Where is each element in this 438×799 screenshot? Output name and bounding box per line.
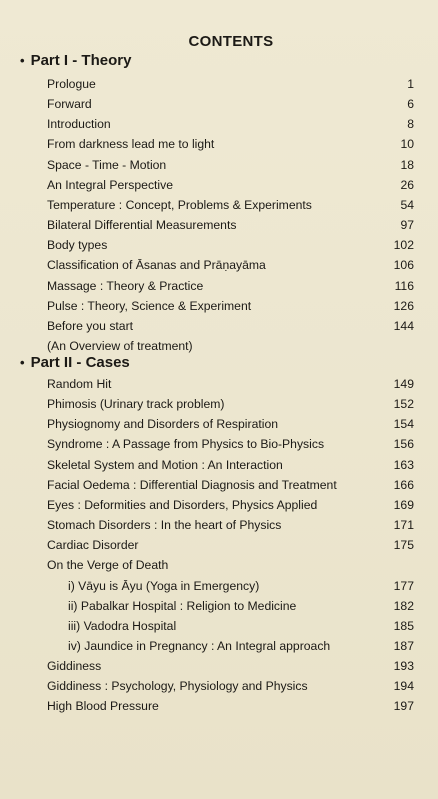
toc-entry-title: Temperature : Concept, Problems & Experiments [47, 197, 312, 212]
toc-entry [47, 276, 414, 296]
toc-entry-title: An Integral Perspective [47, 177, 174, 192]
toc-entry-page-number: 156 [393, 437, 414, 452]
toc-entry [47, 414, 414, 434]
toc-entry-page-number: 169 [393, 497, 414, 512]
toc-entry-title: i) Vāyu is Āyu (Yoga in Emergency) [68, 578, 260, 593]
toc-entry-page-number: 97 [400, 218, 414, 233]
toc-entry [47, 374, 414, 394]
toc-entry-title: Physiognomy and Disorders of Respiration [47, 417, 278, 432]
toc-entry-page-number: 166 [393, 477, 414, 492]
toc-entry [47, 316, 414, 336]
toc-entry [47, 296, 414, 316]
toc-entry-title: Space - Time - Motion [47, 157, 167, 172]
toc-entry [68, 636, 414, 656]
toc-entry-page-number: 182 [393, 598, 414, 613]
toc-entry-title: Before you start [47, 318, 134, 333]
part-heading-text: Part I - Theory [30, 52, 132, 69]
toc-entry [47, 555, 414, 575]
toc-entry-title: Giddiness : Psychology, Physiology and Physics [47, 679, 308, 694]
toc-entry-page-number: 194 [393, 679, 414, 694]
part-heading [20, 354, 130, 371]
toc-entry-page-number: 10 [400, 137, 414, 152]
toc-entry-page-number: 54 [400, 197, 414, 212]
toc-entry-page-number: 116 [394, 278, 414, 293]
toc-entry [47, 134, 414, 154]
toc-entry-title: Introduction [47, 117, 111, 132]
toc-entry-page-number: 106 [393, 258, 414, 273]
toc-entry [47, 656, 414, 676]
toc-entry [47, 94, 414, 114]
toc-entry [47, 696, 414, 716]
toc-entry-title: Eyes : Deformities and Disorders, Physics Applied [47, 497, 318, 512]
toc-entry [47, 336, 414, 356]
toc-entry-title: Syndrome : A Passage from Physics to Bio-Physics [47, 437, 325, 452]
toc-entry [47, 394, 414, 414]
part-heading-text: Part II - Cases [30, 354, 130, 371]
toc-entry [47, 175, 414, 195]
toc-entry [47, 155, 414, 175]
toc-entry-title: Phimosis (Urinary track problem) [47, 397, 225, 412]
bullet-icon: • [20, 355, 25, 370]
toc-entry-page-number: 175 [393, 538, 414, 553]
toc-entry-page-number: 193 [393, 659, 414, 674]
toc-entry-title: Classification of Āsanas and Prāṇayāma [47, 258, 266, 273]
toc-entry [47, 515, 414, 535]
toc-entry-page-number: 185 [393, 618, 414, 633]
toc-entry-page-number: 197 [393, 699, 414, 714]
toc-entry-page-number: 163 [393, 457, 414, 472]
toc-entry [47, 455, 414, 475]
bullet-icon: • [20, 53, 25, 68]
toc-entry-page-number: 6 [407, 97, 414, 112]
toc-entry [47, 255, 414, 275]
toc-entry-page-number: 154 [393, 417, 414, 432]
toc-entry-title: Random Hit [47, 377, 112, 391]
toc-entry-page-number: 102 [393, 238, 414, 253]
toc-entry-page-number: 171 [393, 518, 414, 533]
toc-entry-title: Skeletal System and Motion : An Interaction [47, 457, 283, 472]
toc-entry-title: ii) Pabalkar Hospital : Religion to Medicine [68, 598, 297, 613]
toc-entry-page-number: 1 [407, 77, 414, 91]
part-heading [20, 52, 131, 69]
toc-entry [68, 596, 414, 616]
toc-entry-title: Stomach Disorders : In the heart of Physics [47, 518, 282, 533]
toc-entry-title: Forward [47, 97, 92, 112]
toc-entry-title: From darkness lead me to light [47, 137, 215, 152]
toc-entry-page-number: 8 [407, 117, 414, 132]
toc-entry-title: Massage : Theory & Practice [47, 278, 204, 293]
toc-entry [47, 215, 414, 235]
toc-entry-page-number: 26 [400, 177, 414, 192]
toc-entry-title: iv) Jaundice in Pregnancy : An Integral approach [68, 638, 331, 653]
toc-entry-title: Facial Oedema : Differential Diagnosis and Treatment [47, 477, 337, 492]
toc-entry-title: iii) Vadodra Hospital [68, 618, 177, 633]
toc-entry-page-number: 187 [393, 638, 414, 653]
toc-entry-page-number: 177 [393, 578, 414, 593]
toc-entry [47, 74, 414, 94]
toc-entry [47, 475, 414, 495]
toc-entry-title: Body types [47, 238, 108, 253]
toc-entry [68, 576, 414, 596]
toc-entry-page-number: 18 [400, 157, 414, 172]
toc-entry-title: Prologue [47, 77, 96, 91]
toc-entry-title: Bilateral Differential Measurements [47, 218, 237, 233]
toc-entry-title: Cardiac Disorder [47, 538, 139, 553]
toc-entry [47, 676, 414, 696]
toc-entry [47, 535, 414, 555]
toc-entry-title: (An Overview of treatment) [47, 338, 193, 353]
toc-entry-page-number: 149 [393, 377, 414, 391]
toc-entry [47, 114, 414, 134]
toc-entry [47, 495, 414, 515]
toc-entry-page-number: 144 [393, 318, 414, 333]
toc-entry [47, 195, 414, 215]
toc-entry-title: Pulse : Theory, Science & Experiment [47, 298, 252, 313]
toc-entry-title: High Blood Pressure [47, 699, 159, 714]
toc-entry-page-number: 126 [393, 298, 414, 313]
toc-entry [47, 434, 414, 454]
page-title: CONTENTS [188, 33, 274, 50]
toc-entry-page-number: 152 [393, 397, 414, 412]
toc-entry-title: Giddiness [47, 659, 102, 674]
toc-entry [68, 616, 414, 636]
toc-entry [47, 235, 414, 255]
toc-entry-title: On the Verge of Death [47, 558, 169, 573]
